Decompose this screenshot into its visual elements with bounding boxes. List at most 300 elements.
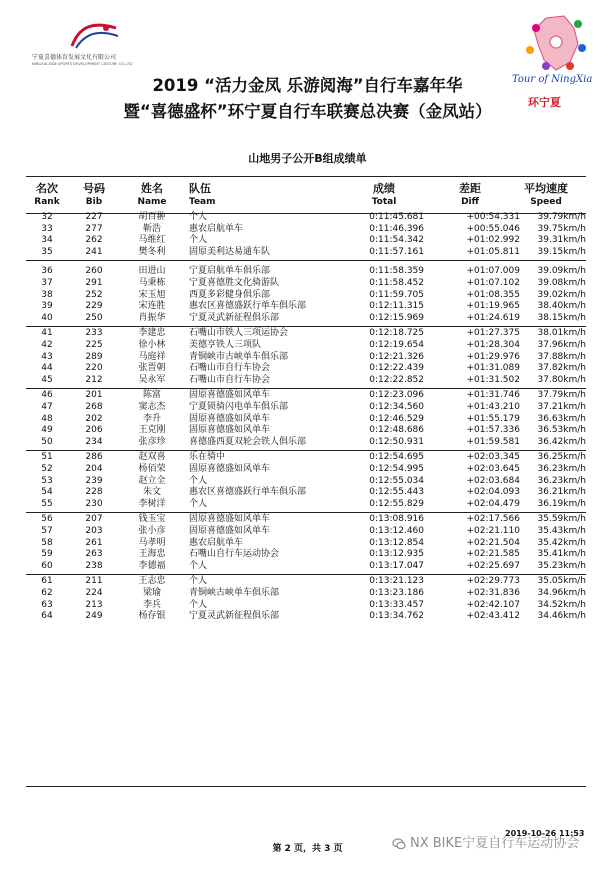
cell-team: 固原喜德盛如风单车	[189, 526, 271, 536]
cell-bib: 227	[85, 212, 103, 222]
cell-name: 宋玉旭	[138, 289, 166, 300]
cell-diff: +01:02.992	[466, 235, 520, 246]
cell-name: 杨存银	[138, 611, 166, 622]
cell-name: 靳浩	[142, 223, 161, 234]
cell-total: 0:12:50.931	[369, 436, 424, 447]
organizer-name-en: NINGXIA XIDE SPORTS DEVELOPMENT CULTURE CO.,LTD	[32, 62, 133, 66]
cell-diff: +02:03.345	[466, 452, 520, 463]
cell-name: 樊冬利	[138, 246, 166, 257]
cell-team: 个人	[189, 475, 208, 486]
cell-name: 李树洋	[138, 498, 166, 509]
cell-name: 李升	[142, 413, 161, 424]
cell-rank: 48	[41, 413, 53, 424]
table-row	[26, 212, 586, 224]
cell-total: 0:12:19.654	[369, 340, 424, 350]
cell-team: 宁夏启航单车俱乐部	[189, 266, 271, 277]
cell-total: 0:12:11.315	[369, 301, 424, 312]
header-team-en: Team	[189, 197, 216, 207]
header-total-en: Total	[371, 197, 397, 207]
cell-speed: 39.79km/h	[537, 212, 586, 222]
cell-team: 石嘴山市自行车协会	[189, 363, 271, 374]
page-number: 第 2 页，共 3 页	[272, 844, 343, 854]
cell-name: 张晋朝	[138, 363, 166, 374]
cell-diff: +02:25.697	[466, 560, 520, 571]
group-separator	[26, 574, 586, 575]
cell-rank: 62	[41, 588, 53, 598]
organizer-logo	[32, 20, 152, 67]
cell-team: 石嘴山自行车运动协会	[189, 549, 280, 560]
cell-bib: 249	[85, 611, 103, 622]
cell-team: 固原喜德盛如风单车	[189, 514, 271, 525]
cell-diff: +01:31.502	[466, 374, 520, 385]
cell-team: 惠农启航单车	[189, 223, 244, 234]
cell-total: 0:12:34.560	[369, 402, 424, 412]
cell-team: 惠农启航单车	[189, 537, 244, 548]
group-separator	[26, 512, 586, 513]
cell-rank: 53	[41, 475, 53, 486]
cell-team: 固原喜德盛如风单车	[189, 425, 271, 436]
cell-team: 石嘴山市自行车协会	[189, 374, 271, 385]
header-team-cn: 队伍	[189, 182, 211, 195]
cell-bib: 241	[85, 246, 103, 257]
cell-rank: 40	[41, 312, 53, 323]
cell-diff: +01:55.179	[466, 413, 520, 424]
cell-bib: 212	[85, 374, 103, 385]
cell-rank: 52	[41, 464, 53, 474]
cell-speed: 39.75km/h	[537, 223, 586, 234]
cell-speed: 38.15km/h	[537, 312, 586, 323]
cell-name: 李建忠	[138, 328, 166, 339]
table-row	[26, 538, 586, 550]
cell-team: 固原喜德盛如风单车	[189, 390, 271, 401]
cell-team: 固原喜德盛如风单车	[189, 413, 271, 424]
cell-diff: +01:19.965	[466, 301, 520, 312]
cell-diff: +02:21.504	[466, 537, 520, 548]
cell-diff: +00:55.046	[466, 223, 520, 234]
group-separator	[26, 260, 586, 261]
cell-diff: +01:07.102	[466, 278, 520, 288]
cell-bib: 261	[85, 537, 103, 548]
cell-diff: +01:31.746	[466, 390, 520, 401]
table-row	[26, 499, 586, 511]
cell-bib: 230	[85, 498, 103, 509]
cell-bib: 238	[85, 560, 103, 571]
cell-speed: 35.41km/h	[537, 549, 586, 560]
cell-rank: 64	[41, 611, 53, 622]
cell-total: 0:13:12.935	[369, 549, 424, 560]
tour-logo-emblem-icon	[516, 14, 596, 74]
cell-rank: 45	[41, 374, 53, 385]
table-row	[26, 363, 586, 375]
cell-bib: 211	[85, 576, 103, 587]
cell-team: 宁夏喜德胜文化骑游队	[189, 278, 280, 288]
table-row	[26, 476, 586, 488]
cell-speed: 36.23km/h	[537, 475, 586, 486]
cell-total: 0:12:48.686	[369, 425, 424, 436]
cell-rank: 37	[41, 278, 53, 288]
cell-bib: 291	[85, 278, 103, 288]
cell-total: 0:12:21.326	[369, 351, 424, 362]
cell-rank: 59	[41, 549, 53, 560]
cell-name: 马维红	[138, 235, 166, 246]
cell-bib: 250	[85, 312, 103, 323]
cell-team: 惠农区喜德盛跃行单车俱乐部	[189, 301, 307, 312]
header-bib-cn: 号码	[83, 182, 105, 195]
cell-rank: 33	[41, 223, 53, 234]
cell-rank: 56	[41, 514, 53, 525]
tour-logo-text: Tour of NingXia	[512, 74, 593, 85]
table-row	[26, 526, 586, 538]
cell-team: 石嘴山市铁人三项运协会	[189, 328, 289, 339]
event-title-line2: 暨“喜德盛杯”环宁夏自行车联赛总决赛（金凤站）	[123, 102, 492, 121]
table-row	[26, 487, 586, 499]
cell-rank: 43	[41, 351, 53, 362]
cell-team: 青铜峡市古峡单车俱乐部	[189, 351, 289, 362]
cell-diff: +01:28.304	[466, 340, 520, 350]
cell-speed: 34.46km/h	[537, 611, 586, 622]
cell-rank: 49	[41, 425, 53, 436]
cell-speed: 35.43km/h	[537, 526, 586, 536]
table-bottom-rule	[26, 786, 586, 787]
cell-bib: 286	[85, 452, 103, 463]
cell-diff: +02:03.645	[466, 464, 520, 474]
cell-diff: +00:54.331	[466, 212, 520, 222]
cell-name: 肖振华	[138, 312, 166, 323]
cell-speed: 39.02km/h	[537, 289, 586, 300]
cell-rank: 36	[41, 266, 53, 277]
cell-speed: 37.88km/h	[537, 351, 586, 362]
cell-name: 宋连胜	[138, 301, 166, 312]
cell-speed: 34.52km/h	[537, 599, 586, 610]
cell-name: 吴永军	[138, 374, 166, 385]
watermark	[392, 832, 579, 851]
cell-name: 朱文	[142, 487, 161, 498]
cell-bib: 260	[85, 266, 103, 277]
cell-diff: +02:03.684	[466, 475, 520, 486]
cell-total: 0:12:55.443	[369, 487, 424, 498]
cell-speed: 36.25km/h	[537, 452, 586, 463]
cell-rank: 60	[41, 560, 53, 571]
cell-team: 固原美利达易通车队	[189, 246, 271, 257]
cell-bib: 224	[85, 588, 103, 598]
table-row	[26, 561, 586, 573]
cell-team: 个人	[189, 212, 208, 222]
header-name-en: Name	[137, 197, 167, 207]
cell-speed: 35.59km/h	[537, 514, 586, 525]
cell-speed: 36.53km/h	[537, 425, 586, 436]
table-row	[26, 588, 586, 600]
cell-name: 陈富	[142, 390, 161, 401]
group-separator	[26, 450, 586, 451]
cell-team: 个人	[189, 498, 208, 509]
cell-total: 0:12:22.439	[369, 363, 424, 374]
cell-speed: 39.31km/h	[537, 235, 586, 246]
cell-team: 喜德盛西夏双轮会铁人俱乐部	[189, 436, 307, 447]
cell-diff: +02:17.566	[466, 514, 520, 525]
cell-bib: 289	[85, 351, 103, 362]
cell-team: 美德亨铁人三项队	[189, 340, 262, 350]
cell-total: 0:12:46.529	[369, 413, 424, 424]
cell-team: 个人	[189, 599, 208, 610]
cell-total: 0:12:18.725	[369, 328, 424, 339]
print-timestamp: 2019-10-26 11:53	[505, 829, 585, 838]
cell-total: 0:12:15.969	[369, 312, 424, 323]
cell-diff: +01:27.375	[466, 328, 520, 339]
table-row	[26, 414, 586, 426]
table-row	[26, 464, 586, 476]
cell-speed: 35.42km/h	[537, 537, 586, 548]
cell-diff: +02:29.773	[466, 576, 520, 587]
cell-team: 宁夏锁骑闪电单车俱乐部	[189, 402, 289, 412]
cell-total: 0:13:08.916	[369, 514, 424, 525]
cell-total: 0:13:21.123	[369, 576, 424, 587]
cell-speed: 37.21km/h	[537, 402, 586, 412]
cell-speed: 36.23km/h	[537, 464, 586, 474]
cell-rank: 41	[41, 328, 53, 339]
table-row	[26, 235, 586, 247]
cell-bib: 262	[85, 235, 103, 246]
table-row	[26, 514, 586, 526]
table-row	[26, 611, 586, 623]
cell-speed: 35.23km/h	[537, 560, 586, 571]
cell-rank: 34	[41, 235, 53, 246]
cell-bib: 203	[85, 526, 103, 536]
cell-speed: 35.05km/h	[537, 576, 586, 587]
table-row	[26, 266, 586, 278]
cell-speed: 39.08km/h	[537, 278, 586, 288]
organizer-name-cn: 宁夏喜德体育发展文化有限公司	[32, 54, 117, 61]
cell-total: 0:13:34.762	[369, 611, 424, 622]
cell-name: 李兵	[142, 599, 161, 610]
table-row	[26, 352, 586, 364]
cell-rank: 54	[41, 487, 53, 498]
cell-rank: 51	[41, 452, 53, 463]
cell-diff: +01:43.210	[466, 402, 520, 412]
organizer-logo-icon	[66, 20, 122, 50]
tour-logo-cn: 环宁夏	[528, 96, 561, 109]
table-row	[26, 313, 586, 325]
cell-team: 乐在骑中	[189, 452, 226, 463]
cell-speed: 36.42km/h	[537, 436, 586, 447]
cell-rank: 47	[41, 402, 53, 412]
cell-speed: 39.09km/h	[537, 266, 586, 277]
cell-rank: 35	[41, 246, 53, 257]
cell-speed: 36.21km/h	[537, 487, 586, 498]
cell-bib: 277	[85, 223, 103, 234]
cell-team: 西夏多彩健身俱乐部	[189, 289, 271, 300]
header-total-cn: 成绩	[373, 182, 395, 195]
cell-speed: 38.40km/h	[537, 301, 586, 312]
cell-diff: +01:24.619	[466, 312, 520, 323]
cell-team: 青铜峡古峡单车俱乐部	[189, 588, 280, 598]
cell-diff: +01:05.811	[466, 246, 520, 257]
cell-total: 0:12:55.034	[369, 475, 424, 486]
table-row	[26, 375, 586, 387]
cell-speed: 37.82km/h	[537, 363, 586, 374]
table-row	[26, 278, 586, 290]
cell-bib: 225	[85, 340, 103, 350]
header-rank-cn: 名次	[36, 182, 58, 195]
cell-name: 钱玉宝	[138, 514, 166, 525]
cell-bib: 201	[85, 390, 103, 401]
cell-diff: +01:08.355	[466, 289, 520, 300]
table-row	[26, 576, 586, 588]
cell-total: 0:12:22.852	[369, 374, 424, 385]
cell-name: 窦志杰	[138, 402, 166, 412]
cell-diff: +02:04.479	[466, 498, 520, 509]
header-diff-cn: 差距	[459, 182, 481, 195]
cell-bib: 228	[85, 487, 103, 498]
cell-total: 0:13:23.186	[369, 588, 424, 598]
cell-rank: 46	[41, 390, 53, 401]
cell-rank: 57	[41, 526, 53, 536]
cell-name: 梁瑜	[142, 588, 161, 598]
cell-diff: +02:43.412	[466, 611, 520, 622]
header-bib-en: Bib	[85, 197, 103, 207]
header-diff-en: Diff	[461, 197, 479, 207]
cell-bib: 268	[85, 402, 103, 412]
cell-total: 0:13:12.460	[369, 526, 424, 536]
cell-diff: +02:42.107	[466, 599, 520, 610]
table-row	[26, 452, 586, 464]
event-title-line1: 2019 “活力金凤 乐游阅海”自行车嘉年华	[152, 76, 463, 95]
cell-name: 马孝明	[138, 537, 166, 548]
group-separator	[26, 388, 586, 389]
table-row	[26, 549, 586, 561]
cell-total: 0:13:33.457	[369, 599, 424, 610]
cell-team: 惠农区喜德盛跃行单车俱乐部	[189, 487, 307, 498]
cell-name: 马秉栋	[138, 278, 166, 288]
cell-bib: 202	[85, 413, 103, 424]
cell-rank: 42	[41, 340, 53, 350]
cell-speed: 34.96km/h	[537, 588, 586, 598]
cell-name: 李德福	[138, 560, 166, 571]
cell-speed: 37.79km/h	[537, 390, 586, 401]
table-row	[26, 600, 586, 612]
cell-total: 0:11:46.396	[369, 223, 424, 234]
table-row	[26, 402, 586, 414]
cell-total: 0:12:54.695	[369, 452, 424, 463]
cell-diff: +01:59.581	[466, 436, 520, 447]
cell-name: 胡百翀	[138, 212, 166, 222]
cell-team: 宁夏灵武新征程俱乐部	[189, 611, 280, 622]
cell-diff: +01:07.009	[466, 266, 520, 277]
cell-diff: +02:21.585	[466, 549, 520, 560]
cell-bib: 204	[85, 464, 103, 474]
cell-speed: 37.96km/h	[537, 340, 586, 350]
cell-bib: 206	[85, 425, 103, 436]
cell-diff: +02:31.836	[466, 588, 520, 598]
cell-rank: 58	[41, 537, 53, 548]
table-row	[26, 224, 586, 236]
cell-bib: 213	[85, 599, 103, 610]
cell-rank: 61	[41, 576, 53, 587]
cell-rank: 39	[41, 301, 53, 312]
table-row	[26, 437, 586, 449]
table-row	[26, 425, 586, 437]
cell-total: 0:11:58.452	[369, 278, 424, 288]
cell-rank: 63	[41, 599, 53, 610]
cell-total: 0:12:54.995	[369, 464, 424, 474]
cell-total: 0:13:12.854	[369, 537, 424, 548]
cell-bib: 239	[85, 475, 103, 486]
cell-bib: 252	[85, 289, 103, 300]
group-separator	[26, 326, 586, 327]
cell-name: 赵双喜	[138, 452, 166, 463]
cell-diff: +01:57.336	[466, 425, 520, 436]
table-row	[26, 247, 586, 259]
cell-diff: +02:21.110	[466, 526, 520, 536]
header-rank-en: Rank	[34, 197, 60, 207]
table-row	[26, 301, 586, 313]
table-row	[26, 390, 586, 402]
cell-total: 0:12:23.096	[369, 390, 424, 401]
cell-total: 0:11:59.705	[369, 289, 424, 300]
cell-bib: 263	[85, 549, 103, 560]
cell-bib: 233	[85, 328, 103, 339]
cell-name: 王海忠	[138, 549, 166, 560]
cell-speed: 36.19km/h	[537, 498, 586, 509]
watermark-text: NX BIKE宁夏自行车运动协会	[410, 836, 580, 851]
header-name-cn: 姓名	[141, 182, 163, 195]
cell-bib: 207	[85, 514, 103, 525]
table-row	[26, 340, 586, 352]
cell-total: 0:11:57.161	[369, 246, 424, 257]
cell-total: 0:11:45.681	[369, 212, 424, 222]
cell-bib: 220	[85, 363, 103, 374]
table-row	[26, 290, 586, 302]
cell-speed: 38.01km/h	[537, 328, 586, 339]
table-row	[26, 328, 586, 340]
cell-team: 个人	[189, 235, 208, 246]
cell-diff: +01:31.089	[466, 363, 520, 374]
cell-name: 赵立全	[138, 475, 166, 486]
header-speed-cn: 平均速度	[524, 182, 568, 195]
cell-name: 徐小林	[138, 340, 166, 350]
cell-name: 杨佰荣	[138, 464, 166, 474]
cell-name: 王志忠	[138, 576, 166, 587]
cell-team: 固原喜德盛如风单车	[189, 464, 271, 474]
table-top-rule	[26, 176, 586, 177]
cell-bib: 234	[85, 436, 103, 447]
cell-rank: 44	[41, 363, 53, 374]
cell-total: 0:12:55.829	[369, 498, 424, 509]
wechat-icon	[392, 837, 406, 851]
cell-name: 田进山	[138, 266, 166, 277]
cell-rank: 32	[41, 212, 53, 222]
results-subtitle: 山地男子公开B组成绩单	[248, 152, 367, 165]
header-speed-en: Speed	[530, 197, 562, 207]
cell-rank: 50	[41, 436, 53, 447]
cell-rank: 55	[41, 498, 53, 509]
cell-speed: 39.15km/h	[537, 246, 586, 257]
cell-team: 个人	[189, 576, 208, 587]
cell-total: 0:13:17.047	[369, 560, 424, 571]
cell-name: 张小彦	[138, 526, 166, 536]
cell-rank: 38	[41, 289, 53, 300]
cell-team: 个人	[189, 560, 208, 571]
cell-diff: +01:29.976	[466, 351, 520, 362]
cell-name: 马庭祥	[138, 351, 166, 362]
cell-total: 0:11:58.359	[369, 266, 424, 277]
cell-bib: 229	[85, 301, 103, 312]
cell-total: 0:11:54.342	[369, 235, 424, 246]
cell-speed: 37.80km/h	[537, 374, 586, 385]
cell-name: 张彦珍	[138, 436, 166, 447]
cell-name: 王克刚	[138, 425, 166, 436]
cell-team: 宁夏灵武新征程俱乐部	[189, 312, 280, 323]
cell-speed: 36.63km/h	[537, 413, 586, 424]
